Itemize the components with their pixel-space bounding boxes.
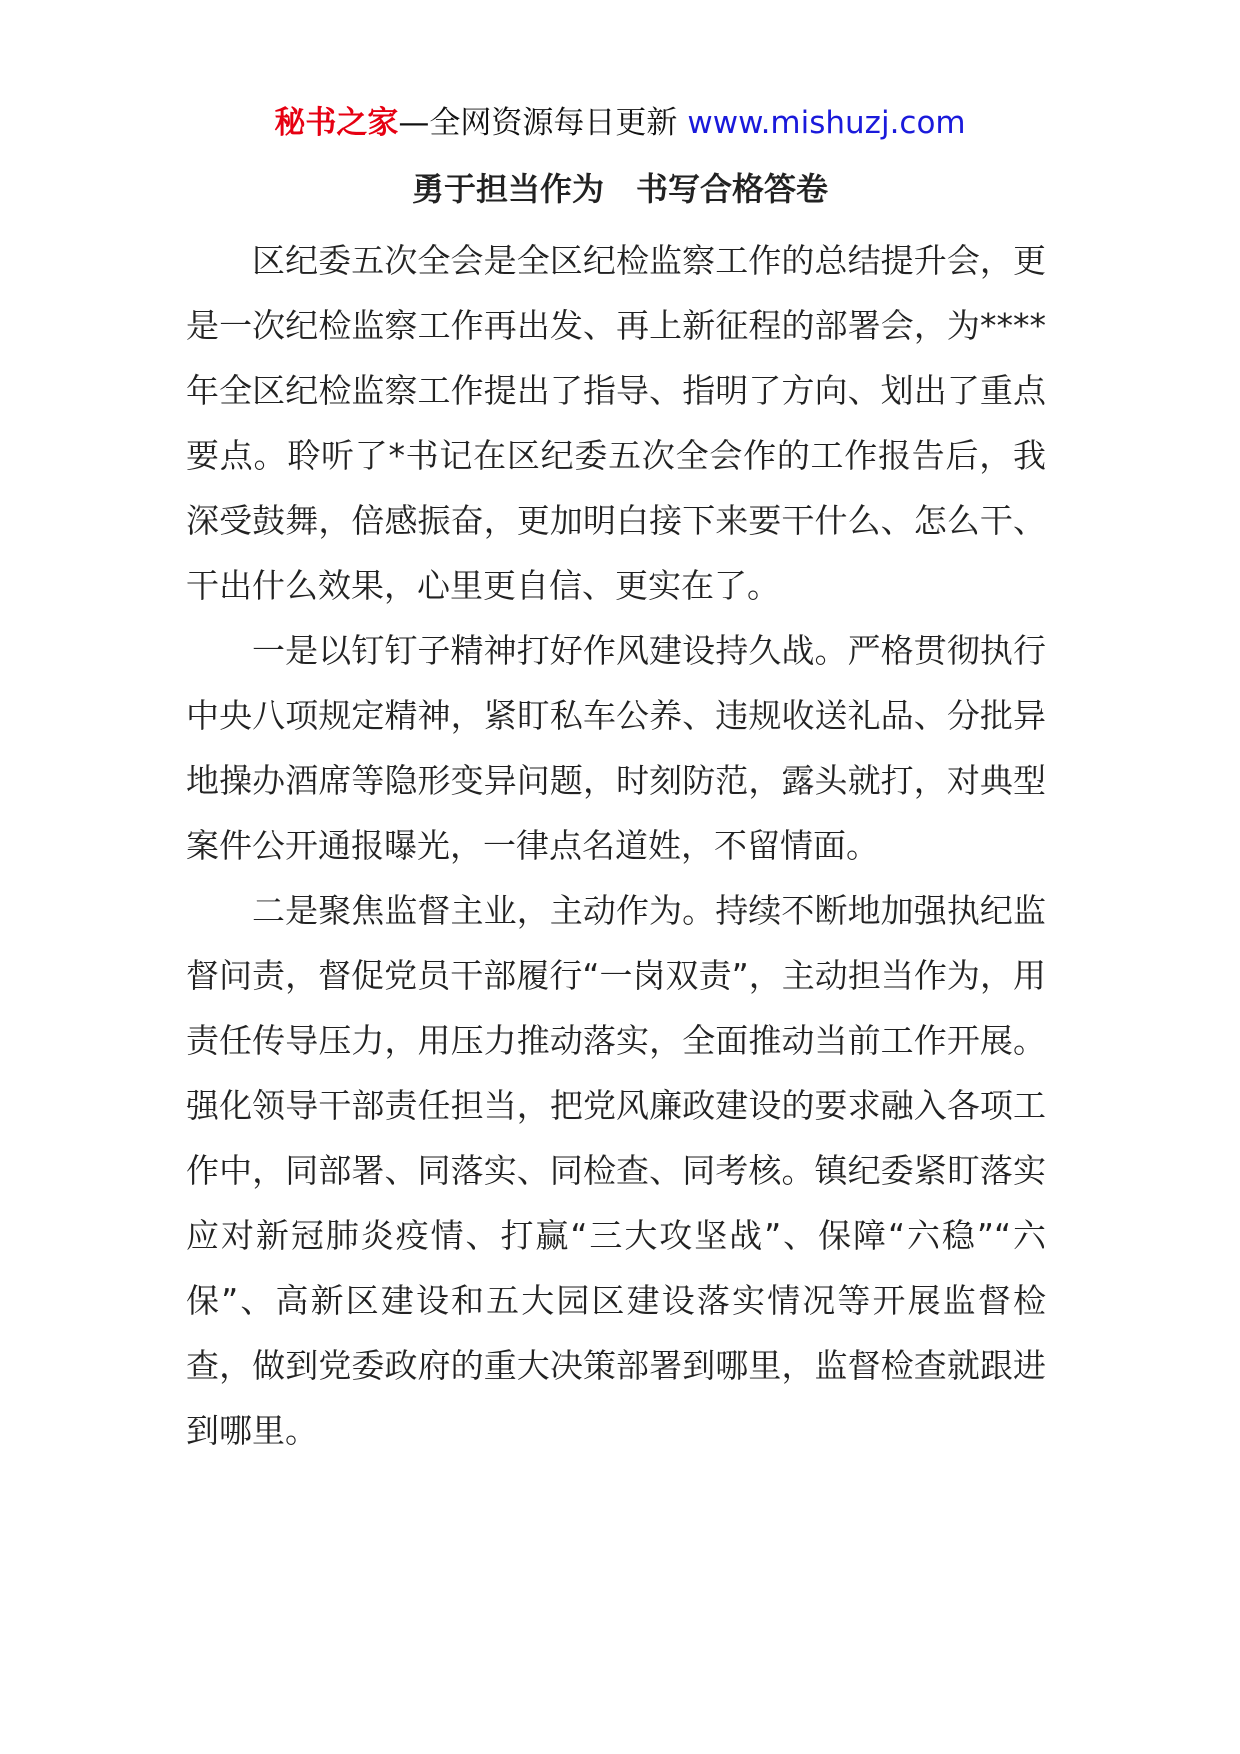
document-body (186, 228, 1046, 1463)
paragraph-intro: 区纪委五次全会是全区纪检监察工作的总结提升会，更是一次纪检监察工作再出发、再上新征程的部署会，为****年全区纪检监察工作提出了指导、指明了方向、划出了重点要点。聆听了*书记在区纪委五次全会作的工作报告后，我深受鼓舞，倍感振奋，更加明白接下来要干什么、怎么干、干出什么效果，心里更自信、更实在了。 (186, 241, 1046, 605)
site-header (0, 100, 1240, 146)
document-title: 勇于担当作为 书写合格答卷 (411, 170, 828, 208)
site-url-link[interactable]: www.mishuzj.com (687, 105, 966, 141)
paragraph-point-two: 二是聚焦监督主业，主动作为。持续不断地加强执纪监督问责，督促党员干部履行“一岗双责”，主动担当作为，用责任传导压力，用压力推动落实，全面推动当前工作开展。强化领导干部责任担当，把党风廉政建设的要求融入各项工作中，同部署、同落实、同检查、同考核。镇纪委紧盯落实应对新冠肺炎疫情、打赢“三大攻坚战”、保障“六稳”“六保”、高新区建设和五大园区建设落实情况等开展监督检查，做到党委政府的重大决策部署到哪里，监督检查就跟进到哪里。 (186, 891, 1046, 1450)
site-tagline: —全网资源每日更新 (398, 105, 678, 141)
paragraph-point-one: 一是以钉钉子精神打好作风建设持久战。严格贯彻执行中央八项规定精神，紧盯私车公养、违规收送礼品、分批异地操办酒席等隐形变异问题，时刻防范，露头就打，对典型案件公开通报曝光，一律点名道姓，不留情面。 (186, 631, 1046, 865)
site-brand: 秘书之家 (274, 105, 399, 141)
